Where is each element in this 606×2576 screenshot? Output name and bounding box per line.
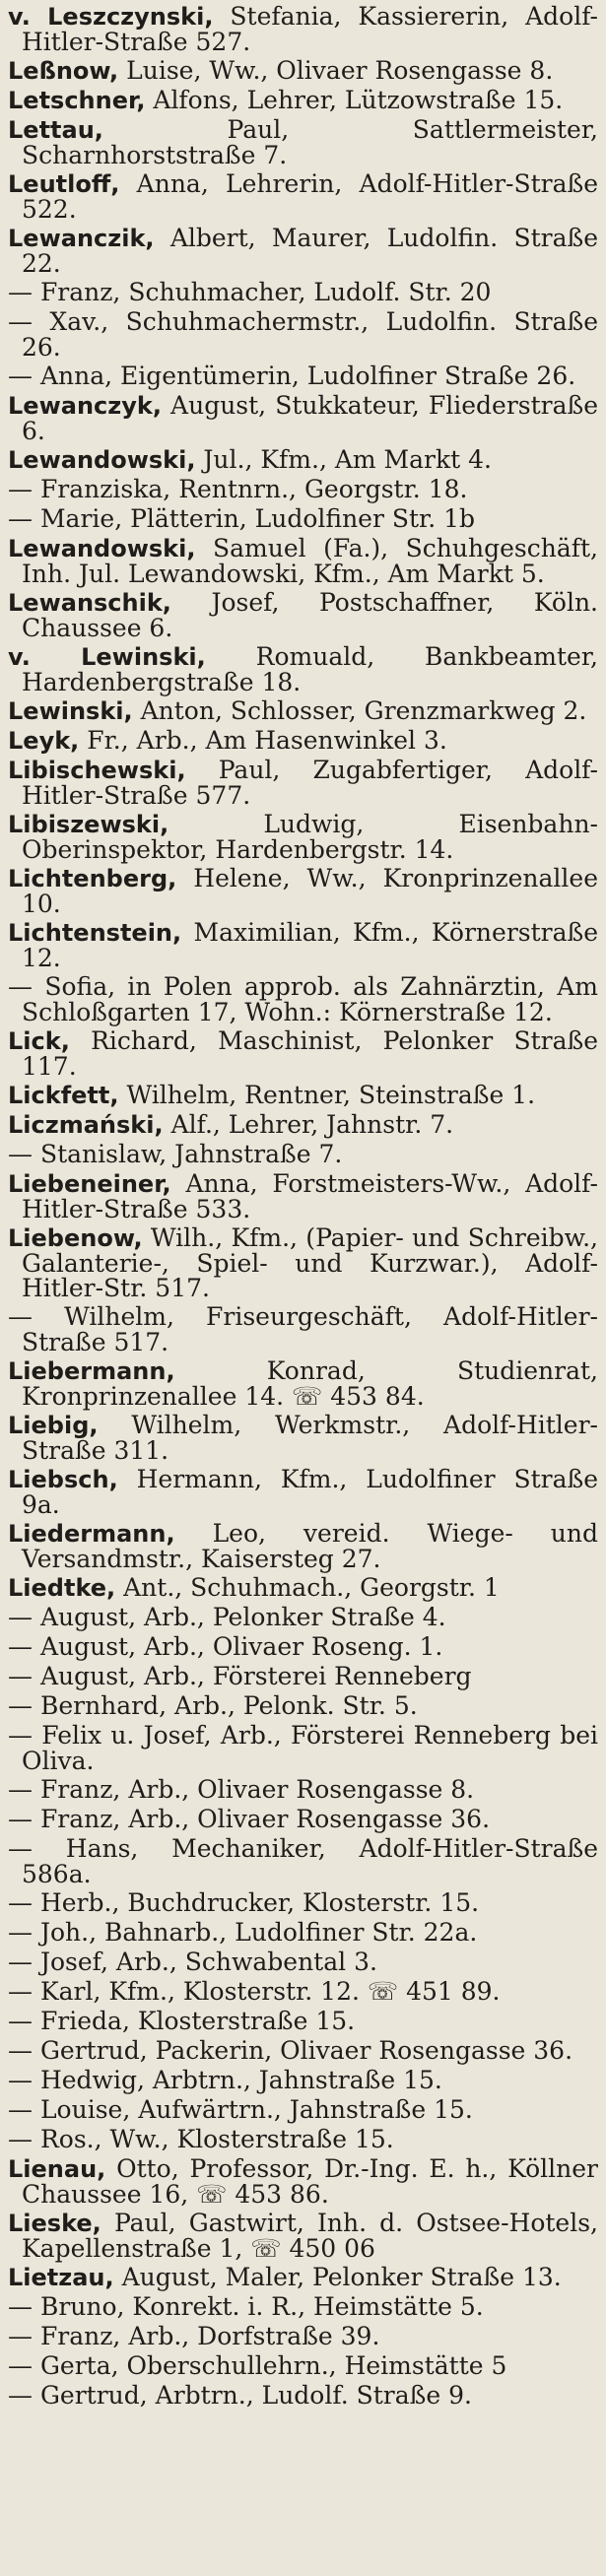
entry-surname: Leyk, [8, 727, 80, 755]
entry-details: — Marie, Plätterin, Ludolfiner Str. 1b [8, 504, 476, 533]
entry-details: Fr., Arb., Am Hasenwinkel 3. [79, 726, 447, 755]
entry-details: Helene, Ww., Kronprinzenallee 10. [22, 864, 598, 918]
directory-entry [8, 117, 598, 167]
directory-entry [8, 590, 598, 640]
directory-entry [8, 2009, 598, 2034]
entry-details: — Anna, Eigentümerin, Ludolfiner Straße 26. [8, 362, 576, 390]
directory-entry [8, 2097, 598, 2123]
entry-surname: Lewandowski, [8, 446, 196, 474]
entry-details: Paul, Gastwirt, Inh. d. Ostsee-Hotels, Kapellenstraße 1, ☏ 450 06 [22, 2209, 598, 2263]
directory-entry [8, 1777, 598, 1803]
directory-entry [8, 2038, 598, 2064]
directory-entry [8, 1467, 598, 1517]
entry-details: Leo, vereid. Wiege- und Versandmstr., Kaisersteg 27. [22, 1519, 598, 1573]
entry-details: Luise, Ww., Olivaer Rosengasse 8. [118, 56, 554, 85]
entry-details: — Hedwig, Arbtrn., Jahnstraße 15. [8, 2066, 442, 2094]
entry-details: Wilhelm, Rentner, Steinstraße 1. [118, 1081, 536, 1109]
entry-surname: Leutloff, [8, 170, 120, 198]
directory-entry [8, 1171, 598, 1222]
directory-entry [8, 2353, 598, 2379]
entry-surname: Lewandowski, [8, 535, 196, 562]
directory-entry [8, 506, 598, 532]
entry-details: Albert, Maurer, Ludolfin. Straße 22. [22, 224, 598, 278]
entry-surname: v. Leszczynski, [8, 3, 214, 31]
entry-details: — August, Arb., Pelonker Straße 4. [8, 1603, 446, 1631]
entry-surname: Lietzau, [8, 2264, 114, 2291]
directory-entry [8, 758, 598, 808]
entry-surname: Liebenow, [8, 1224, 143, 1252]
directory-entry [8, 1979, 598, 2005]
directory-entry [8, 2294, 598, 2320]
entry-details: — Frieda, Klosterstraße 15. [8, 2007, 356, 2035]
entry-details: — Gertrud, Arbtrn., Ludolf. Straße 9. [8, 2381, 472, 2410]
entry-surname: Liczmański, [8, 1111, 164, 1139]
entry-details: — Herb., Buchdrucker, Klosterstr. 15. [8, 1888, 480, 1917]
entry-details: Hermann, Kfm., Ludolfiner Straße 9a. [22, 1465, 598, 1519]
entry-details: — Hans, Mechaniker, Adolf-Hitler-Straße 586a. [8, 1834, 598, 1888]
entry-details: — Karl, Kfm., Klosterstr. 12. ☏ 451 89. [8, 1977, 501, 2006]
directory-entry [8, 698, 598, 724]
directory-entry [8, 2127, 598, 2152]
entry-surname: Lichtenstein, [8, 919, 182, 947]
entry-details: — Josef, Arb., Schwabental 3. [8, 1948, 377, 1976]
entry-details: — Franz, Arb., Dorfstraße 39. [8, 2322, 380, 2350]
directory-entry [8, 1920, 598, 1946]
entry-details: Samuel (Fa.), Schuhgeschäft, Inh. Jul. Lewandowski, Kfm., Am Markt 5. [22, 534, 598, 588]
directory-entry [8, 1575, 598, 1601]
entry-details: — Joh., Bahnarb., Ludolfiner Str. 22a. [8, 1918, 478, 1947]
directory-entry [8, 171, 598, 222]
entry-details: Alf., Lehrer, Jahnstr. 7. [163, 1110, 454, 1139]
directory-entry [8, 1949, 598, 1975]
entry-details: Otto, Professor, Dr.-Ing. E. h., Köllner Chaussee 16, ☏ 453 86. [22, 2154, 598, 2209]
directory-entry [8, 2156, 598, 2207]
entry-surname: Letschner, [8, 87, 146, 114]
directory-entry [8, 2068, 598, 2093]
entry-details: — Sofia, in Polen approb. als Zahnärztin, Am Schloßgarten 17, Wohn.: Körnerstraße 12. [8, 972, 598, 1026]
entry-details: Stefania, Kassiererin, Adolf-Hitler-Straße 527. [22, 2, 599, 56]
entry-details: — Gerta, Oberschullehrn., Heimstätte 5 [8, 2351, 507, 2380]
directory-entry [8, 920, 598, 970]
directory-entry [8, 2211, 598, 2261]
entry-surname: Liebsch, [8, 1466, 118, 1493]
entry-details: Maximilian, Kfm., Körnerstraße 12. [22, 918, 598, 972]
directory-entry [8, 1304, 598, 1354]
directory-entry [8, 866, 598, 916]
directory-entry [8, 447, 598, 473]
directory-entry [8, 88, 598, 113]
entry-surname: Liedtke, [8, 1574, 116, 1602]
directory-entry [8, 812, 598, 862]
directory-entry [8, 309, 598, 360]
entry-details: Ludwig, Eisenbahn-Oberinspektor, Hardenbergstr. 14. [22, 810, 598, 864]
entry-details: — August, Arb., Försterei Renneberg [8, 1662, 472, 1690]
entry-details: — Ros., Ww., Klosterstraße 15. [8, 2125, 394, 2153]
entry-surname: Lewanczyk, [8, 392, 162, 420]
entry-surname: Liebeneiner, [8, 1170, 171, 1198]
entry-surname: Leßnow, [8, 57, 119, 85]
directory-entry [8, 4, 598, 54]
entry-details: Konrad, Studienrat, Kronprinzenallee 14. ☏ 453 84. [22, 1356, 598, 1411]
entry-surname: Lewanczik, [8, 225, 155, 252]
directory-entry [8, 1358, 598, 1409]
entry-details: Jul., Kfm., Am Markt 4. [195, 445, 492, 474]
entry-surname: Lieske, [8, 2210, 101, 2237]
entry-details: — Xav., Schuhmachermstr., Ludolfin. Straße 26. [8, 307, 598, 362]
directory-entry [8, 1605, 598, 1630]
directory-entry [8, 226, 598, 276]
entry-details: Josef, Postschaffner, Köln. Chaussee 6. [22, 588, 598, 642]
directory-entry [8, 644, 598, 694]
entry-details: — Gertrud, Packerin, Olivaer Rosengasse 36. [8, 2036, 573, 2065]
entry-surname: Libischewski, [8, 757, 186, 784]
entry-details: Romuald, Bankbeamter, Hardenbergstraße 18. [22, 642, 598, 696]
directory-entry [8, 2383, 598, 2409]
directory-entry [8, 58, 598, 84]
entry-surname: Lick, [8, 1027, 70, 1055]
directory-entry [8, 974, 598, 1024]
entry-details: Wilhelm, Werkmstr., Adolf-Hitler-Straße 311. [22, 1411, 598, 1465]
directory-entry [8, 363, 598, 389]
directory-entry [8, 1083, 598, 1108]
entry-details: — Franziska, Rentnrn., Georgstr. 18. [8, 475, 468, 503]
directory-entry [8, 1890, 598, 1916]
directory-entry [8, 728, 598, 754]
entry-details: Paul, Zugabfertiger, Adolf-Hitler-Straße 577. [22, 756, 598, 810]
entry-details: — Louise, Aufwärtrn., Jahnstraße 15. [8, 2095, 473, 2124]
directory-entry [8, 1664, 598, 1689]
entry-surname: Lewanschik, [8, 589, 171, 617]
directory-entry [8, 1142, 598, 1167]
directory-entry [8, 1521, 598, 1571]
directory-entry [8, 2265, 598, 2290]
entry-details: — Felix u. Josef, Arb., Försterei Renneberg bei Oliva. [8, 1721, 598, 1775]
directory-entry [8, 1723, 598, 1773]
entry-details: Anna, Lehrerin, Adolf-Hitler-Straße 522. [22, 169, 598, 224]
directory-entry [8, 1413, 598, 1463]
entry-surname: Liedermann, [8, 1520, 175, 1548]
entry-surname: Lewinski, [8, 697, 133, 725]
entry-details: August, Stukkateur, Fliederstraße 6. [22, 391, 598, 445]
directory-entry [8, 1634, 598, 1660]
entry-details: — Bernhard, Arb., Pelonk. Str. 5. [8, 1691, 418, 1720]
entry-surname: Libiszewski, [8, 811, 169, 838]
directory-entry [8, 1807, 598, 1832]
entry-details: — Franz, Arb., Olivaer Rosengasse 36. [8, 1805, 491, 1833]
entry-surname: Lickfett, [8, 1082, 119, 1109]
directory-entry [8, 1693, 598, 1719]
entry-details: Alfons, Lehrer, Lützowstraße 15. [145, 86, 564, 114]
entry-surname: Lienau, [8, 2155, 106, 2183]
directory-entry [8, 2324, 598, 2349]
directory-entry [8, 1225, 598, 1300]
entry-details: Ant., Schuhmach., Georgstr. 1 [115, 1573, 500, 1602]
entry-surname: Liebig, [8, 1412, 99, 1439]
entry-details: Anna, Forstmeisters-Ww., Adolf-Hitler-Straße 533. [22, 1169, 598, 1223]
entry-details: Richard, Maschinist, Pelonker Straße 117. [22, 1026, 598, 1081]
entry-details: — Wilhelm, Friseurgeschäft, Adolf-Hitler-Straße 517. [8, 1302, 598, 1356]
directory-entry [8, 1836, 598, 1886]
entry-surname: v. Lewinski, [8, 643, 206, 671]
directory-entry [8, 1028, 598, 1079]
directory-entry [8, 280, 598, 305]
entry-details: Anton, Schlosser, Grenzmarkweg 2. [132, 696, 587, 725]
entry-surname: Lichtenberg, [8, 865, 177, 892]
entry-details: — August, Arb., Olivaer Roseng. 1. [8, 1632, 443, 1661]
entry-surname: Liebermann, [8, 1357, 175, 1385]
entry-details: — Bruno, Konrekt. i. R., Heimstätte 5. [8, 2292, 484, 2321]
entry-details: August, Maler, Pelonker Straße 13. [113, 2263, 562, 2291]
directory-entry [8, 477, 598, 502]
entry-details: Wilh., Kfm., (Papier- und Schreibw., Galanterie-, Spiel- und Kurzwar.), Adolf-Hitler-Str. 517. [22, 1223, 598, 1302]
entry-surname: Lettau, [8, 116, 103, 144]
directory-entry [8, 1112, 598, 1138]
entry-details: — Franz, Arb., Olivaer Rosengasse 8. [8, 1775, 475, 1804]
entry-details: — Stanislaw, Jahnstraße 7. [8, 1140, 343, 1168]
directory-entry [8, 536, 598, 586]
entry-details: Paul, Sattlermeister, Scharnhorststraße 7. [22, 115, 598, 169]
directory-entry [8, 393, 598, 443]
entry-details: — Franz, Schuhmacher, Ludolf. Str. 20 [8, 278, 492, 306]
